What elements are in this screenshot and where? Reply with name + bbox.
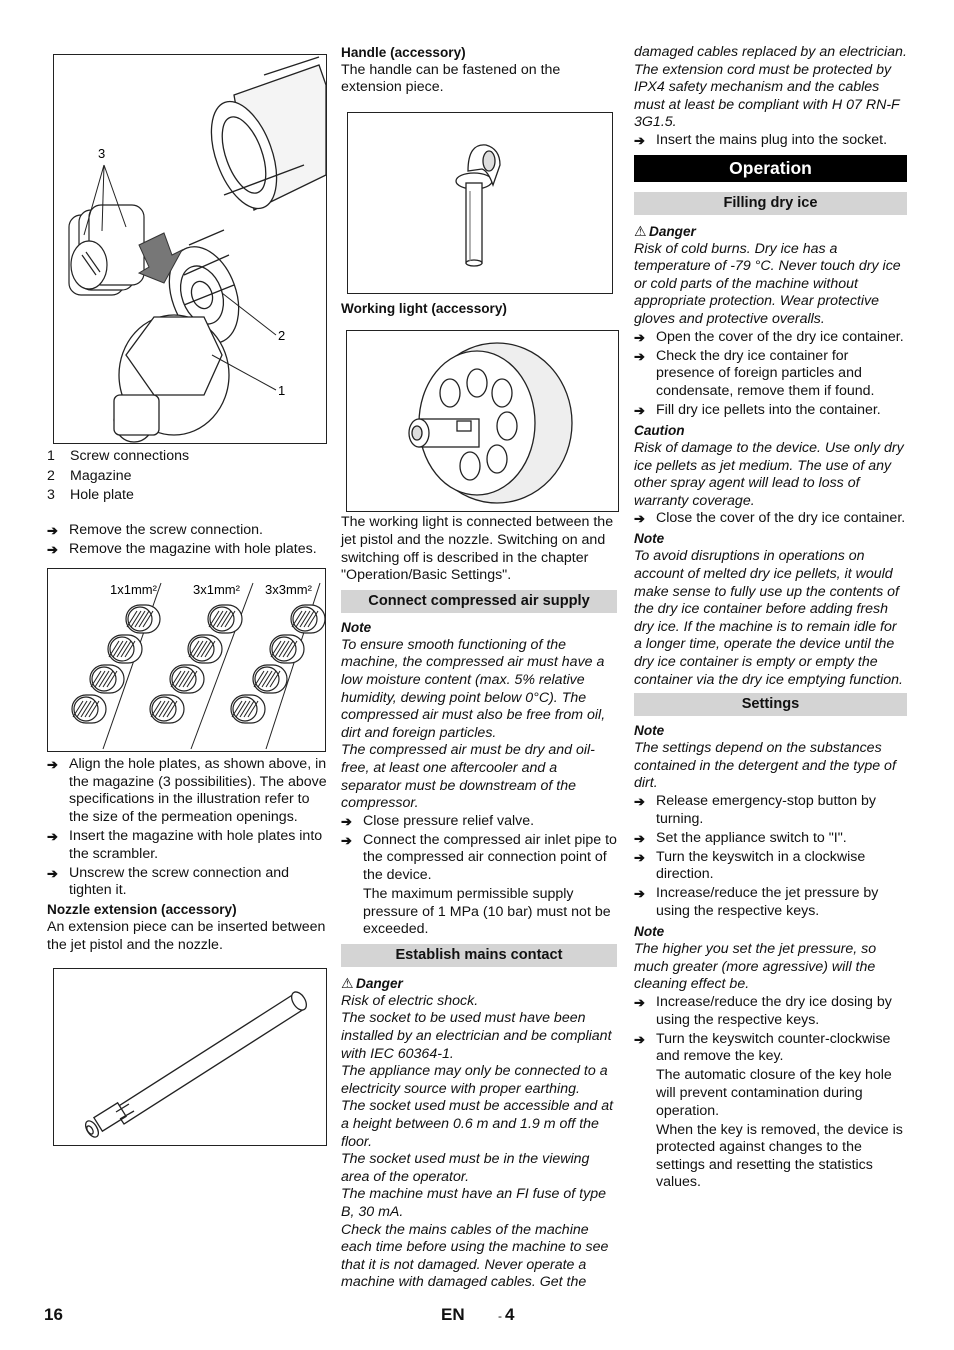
danger-text: Risk of cold burns. Dry ice has a temperature of -79 °C. Never touch dry ice or cold parts of the machine without appropriate protection. Wear protective gloves and protective overalls. [634, 240, 901, 327]
step-text: Connect the compressed air inlet pipe to the compressed air connection point of the device. [363, 831, 617, 883]
legend-num: 3 [47, 487, 55, 503]
language-code: EN [441, 1305, 465, 1324]
arrow-right-icon: ➔ [634, 348, 645, 364]
left-column [47, 44, 328, 1146]
danger-line: The socket used must be in the viewing area of the operator. [341, 1151, 590, 1185]
hole-plate [108, 635, 142, 663]
step [47, 756, 328, 826]
hole-plate [253, 665, 287, 693]
note-label: Note [634, 723, 665, 739]
figure-nozzle-extension [53, 968, 327, 1146]
handle-illustration [348, 113, 612, 293]
arrow-right-icon: ➔ [634, 511, 645, 527]
arrow-right-icon: ➔ [341, 832, 352, 848]
step [341, 813, 617, 831]
arrow-right-icon: ➔ [634, 994, 645, 1010]
danger-line: The socket to be used must have been installed by an electrician and be compliant with IEC 60364-1. [341, 1010, 612, 1062]
arrow-right-icon: ➔ [47, 522, 58, 538]
step [634, 849, 907, 884]
legend-item [47, 486, 328, 506]
handle-text: The handle can be fastened on the extension piece. [341, 61, 561, 96]
callout-2: 2 [278, 328, 286, 343]
danger-line: Risk of electric shock. [341, 992, 479, 1009]
step-text: Release emergency-stop button by turning. [656, 793, 877, 827]
arrow-right-icon: ➔ [634, 132, 645, 148]
warning-triangle-icon: ⚠ [341, 974, 354, 991]
step [634, 329, 907, 347]
footer-dash: - [498, 1309, 502, 1323]
legend-item [47, 467, 328, 487]
step [47, 541, 328, 559]
danger-line: The socket used must be accessible and at a height between 0.6 m and 1.9 m off the floor. [341, 1098, 614, 1150]
handle-heading: Handle (accessory) [341, 45, 466, 60]
middle-column [341, 44, 617, 1292]
step-text: Insert the mains plug into the socket. [656, 131, 888, 148]
hole-plate [188, 635, 222, 663]
step-text: Close pressure relief valve. [363, 812, 535, 829]
caution-label: Caution [634, 423, 685, 438]
step [634, 885, 907, 920]
continued-text: The extension cord must be protected by IPX4 safety mechanism and the cables must at least be compliant with H 07 RN-F 3G1.5. [634, 61, 900, 131]
figure-hole-plate-arrangements [47, 568, 326, 752]
arrow-right-icon: ➔ [634, 794, 645, 809]
danger-label: Danger [356, 975, 403, 991]
step [634, 510, 907, 528]
arrow-right-icon: ➔ [47, 757, 58, 773]
step-extra-text: The automatic closure of the key hole will prevent contamination during operation. [656, 1067, 892, 1119]
arrow-right-icon: ➔ [634, 1031, 645, 1047]
danger-heading [341, 974, 617, 993]
danger-line: The appliance may only be connected to a electricity source with proper earthing. [341, 1063, 608, 1097]
arrow-right-icon: ➔ [634, 849, 645, 865]
step-text: Remove the magazine with hole plates. [69, 540, 317, 557]
nozzle-text: An extension piece can be inserted between the jet pistol and the nozzle. [47, 919, 326, 953]
figure-legend [47, 447, 328, 506]
step-extra-text: The maximum permissible supply pressure of 1 MPa (10 bar) must not be exceeded. [363, 886, 611, 938]
figure-handle [347, 112, 613, 294]
step-text: Increase/reduce the jet pressure by using the respective keys. [656, 885, 879, 920]
arrow-right-icon: ➔ [47, 541, 58, 557]
legend-label: Screw connections [70, 448, 190, 464]
step [634, 830, 907, 848]
arrow-right-icon: ➔ [634, 886, 645, 902]
note-text: The higher you set the jet pressure, so much greater (more agressive) will the cleaning effect be. [634, 941, 877, 993]
section-bar-settings: Settings [634, 693, 907, 716]
light-heading: Working light (accessory) [341, 300, 507, 316]
step [634, 994, 907, 1029]
legend-label: Magazine [70, 467, 132, 484]
legend-label: Hole plate [70, 487, 134, 503]
legend-item [47, 447, 328, 467]
figure-scrambler-exploded [53, 54, 327, 444]
working-light-illustration [347, 331, 618, 511]
hole-plate [90, 665, 124, 693]
scrambler-illustration [54, 55, 326, 443]
hole-plate [270, 635, 304, 663]
step [634, 132, 907, 150]
note-text: To ensure smooth functioning of the machine, the compressed air must have a low moisture content (max. 5% relative humidity, dewing point below 0°C). The compressed air must also be free from oil, dirt and foreign particles. [341, 636, 606, 741]
callout-1: 1 [278, 383, 286, 398]
label-1x1: 1x1mm² [110, 582, 157, 598]
danger-label: Danger [649, 223, 696, 239]
step [634, 348, 907, 401]
hole-plate [231, 695, 265, 723]
nozzle-heading: Nozzle extension (accessory) [47, 902, 237, 918]
step-text: Set the appliance switch to "I". [656, 829, 847, 846]
label-3x1: 3x1mm² [193, 582, 240, 598]
arrow-right-icon: ➔ [634, 830, 645, 846]
right-column [634, 44, 907, 1193]
note-text: The settings depend on the substances contained in the detergent and the type of dirt. [634, 740, 896, 792]
step-text: Insert the magazine with hole plates into the scrambler. [69, 828, 323, 862]
caution-text: Risk of damage to the device. Use only dry ice pellets as jet medium. The use of any other spray agent will lead to loss of warranty coverage. [634, 440, 904, 509]
arrow-right-icon: ➔ [47, 865, 58, 881]
step-text: Turn the keyswitch counter-clockwise and remove the key. [656, 1030, 891, 1065]
arrow-right-icon: ➔ [341, 813, 352, 829]
step [47, 865, 328, 900]
callout-3: 3 [98, 146, 106, 161]
continued-text: damaged cables replaced by an electrician. [634, 44, 907, 60]
page-number: 16 [44, 1305, 63, 1324]
hole-plate [291, 605, 325, 633]
note-label: Note [341, 619, 372, 635]
step [634, 793, 907, 828]
section-bar-compressed-air: Connect compressed air supply [341, 590, 617, 613]
hole-plate [126, 605, 160, 633]
label-3x3: 3x3mm² [265, 582, 312, 598]
note-label: Note [634, 924, 665, 940]
section-bar-mains-contact: Establish mains contact [341, 944, 617, 967]
danger-line: The machine must have an FI fuse of type B, 30 mA. [341, 1186, 606, 1220]
arrow-right-icon: ➔ [634, 402, 645, 418]
step-text: Align the hole plates, as shown above, in the magazine (3 possibilities). The above specifications in the illustration refer to the size of the permeation openings. [69, 756, 327, 825]
step [634, 402, 907, 420]
chapter-bar-operation: Operation [634, 155, 907, 182]
hole-plate [150, 695, 184, 723]
step [634, 1031, 907, 1066]
footer-num: 4 [505, 1305, 515, 1324]
light-text: The working light is connected between the jet pistol and the nozzle. Switching on and switching off is described in the chapter "Operation/Basic Settings". [341, 514, 614, 584]
step-text: Unscrew the screw connection and tighten it. [69, 864, 290, 899]
step-text: Turn the keyswitch in a clockwise direction. [656, 848, 866, 883]
note-text: The compressed air must be dry and oil-free, at least one aftercooler and a separator must be downstream of the compressor. [341, 742, 595, 812]
note-text: To avoid disruptions in operations on account of melted dry ice pellets, it would make sense to fully use up the contents of the dry ice container before adding fresh dry ice. If the machine is to remain idle for a longer time, operate the device until the dry ice container is empty or empty the container via the dry ice emptying function. [634, 548, 903, 688]
arrow-right-icon: ➔ [634, 329, 645, 345]
hole-plates-illustration [48, 569, 325, 751]
step-text: Check the dry ice container for presence of foreign particles and condensate, remove them if found. [656, 347, 875, 399]
step-text: Open the cover of the dry ice container. [656, 328, 904, 345]
hole-plate [72, 695, 106, 723]
note-label: Note [634, 531, 665, 547]
danger-line: Check the mains cables of the machine each time before using the machine to see that it is not damaged. Never operate a machine with damaged cables. Get the [341, 1221, 609, 1291]
danger-heading [634, 222, 907, 241]
nozzle-extension-illustration [54, 969, 326, 1145]
section-bar-filling-dry-ice: Filling dry ice [634, 192, 907, 215]
step [341, 832, 617, 885]
legend-num: 1 [47, 448, 55, 464]
step-text: Close the cover of the dry ice container. [656, 510, 906, 527]
step [47, 522, 328, 540]
step-extra-text: When the key is removed, the device is protected against changes to the settings and resetting the statistics values. [656, 1121, 903, 1191]
hole-plate [208, 605, 242, 633]
step [47, 828, 328, 863]
legend-num: 2 [47, 467, 55, 484]
hole-plate [170, 665, 204, 693]
step-text: Increase/reduce the dry ice dosing by using the respective keys. [656, 993, 892, 1028]
warning-triangle-icon: ⚠ [634, 222, 647, 239]
step-text: Fill dry ice pellets into the container. [656, 401, 881, 418]
arrow-right-icon: ➔ [47, 829, 58, 845]
step-text: Remove the screw connection. [69, 521, 263, 538]
section-page-number [498, 1306, 514, 1326]
figure-working-light [346, 330, 619, 512]
